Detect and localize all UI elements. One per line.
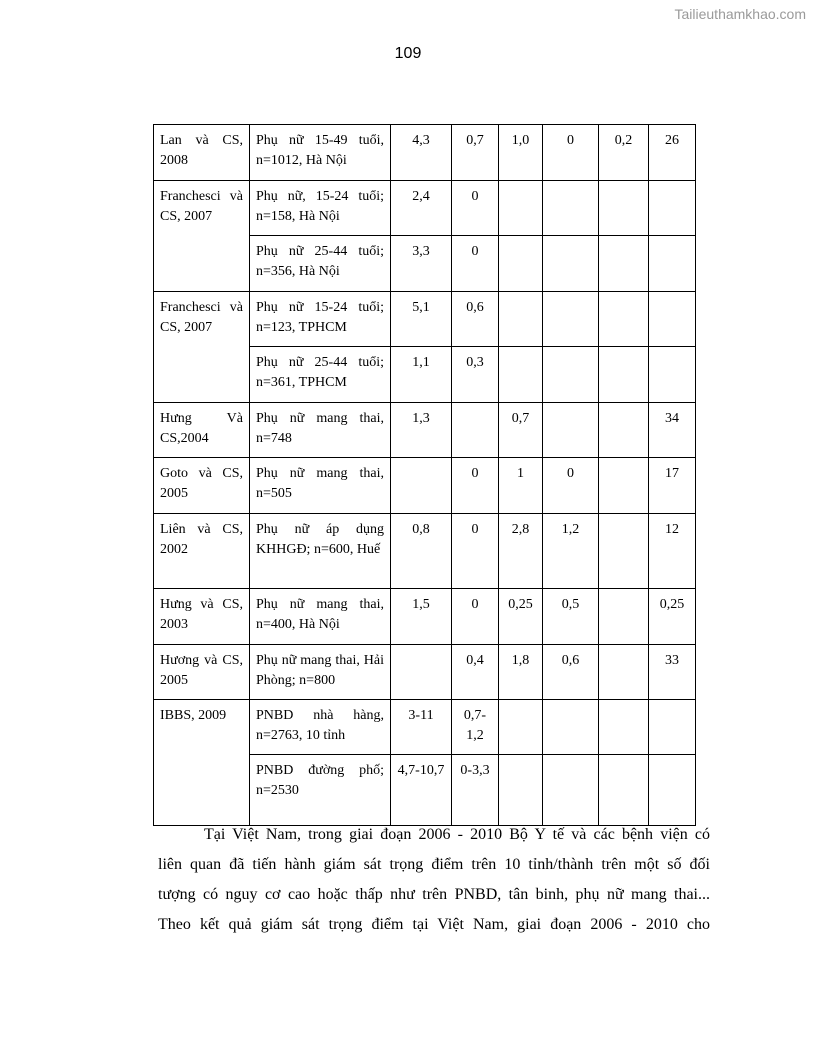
value-cell: 0,2 <box>599 125 649 181</box>
value-cell <box>543 292 599 347</box>
value-cell: 34 <box>649 403 696 458</box>
study-cell: IBBS, 2009 <box>154 700 250 755</box>
value-cell: 5,1 <box>391 292 452 347</box>
value-cell <box>649 755 696 826</box>
value-cell: 4,7-10,7 <box>391 755 452 826</box>
value-cell: 0,4 <box>452 645 499 700</box>
population-cell: Phụ nữ, 15-24 tuổi; n=158, Hà Nội <box>250 181 391 236</box>
value-cell: 0,5 <box>543 589 599 645</box>
value-cell: 1,3 <box>391 403 452 458</box>
value-cell <box>649 236 696 292</box>
value-cell: 0 <box>452 236 499 292</box>
population-cell: Phụ nữ mang thai, n=505 <box>250 458 391 514</box>
value-cell <box>543 181 599 236</box>
study-cell: Hương và CS, 2005 <box>154 645 250 700</box>
value-cell: 1 <box>499 458 543 514</box>
value-cell: 0,25 <box>499 589 543 645</box>
value-cell <box>499 292 543 347</box>
population-cell: Phụ nữ mang thai, n=400, Hà Nội <box>250 589 391 645</box>
value-cell <box>599 458 649 514</box>
value-cell <box>543 403 599 458</box>
value-cell <box>499 181 543 236</box>
value-cell: 1,1 <box>391 347 452 403</box>
data-table <box>153 124 696 826</box>
table-row <box>154 589 696 645</box>
paragraph-line: Theo kết quả giám sát trọng điểm tại Việt Nam, giai đoạn 2006 - 2010 cho <box>158 916 710 933</box>
value-cell <box>499 700 543 755</box>
study-cell <box>154 755 250 826</box>
paragraph-line: liên quan đã tiến hành giám sát trọng điểm trên 10 tỉnh/thành trên một số đối <box>158 856 710 873</box>
value-cell <box>649 700 696 755</box>
value-cell: 0,25 <box>649 589 696 645</box>
population-cell: PNBD đường phố; n=2530 <box>250 755 391 826</box>
population-cell: Phụ nữ mang thai, n=748 <box>250 403 391 458</box>
value-cell <box>452 403 499 458</box>
study-cell: Franchesci và CS, 2007 <box>154 181 250 236</box>
population-cell: Phụ nữ 25-44 tuổi; n=356, Hà Nội <box>250 236 391 292</box>
table-row <box>154 181 696 236</box>
value-cell: 3,3 <box>391 236 452 292</box>
value-cell: 0 <box>543 125 599 181</box>
value-cell: 0 <box>452 514 499 589</box>
value-cell: 2,4 <box>391 181 452 236</box>
table-row <box>154 514 696 589</box>
value-cell: 0 <box>452 589 499 645</box>
value-cell: 0,8 <box>391 514 452 589</box>
value-cell: 2,8 <box>499 514 543 589</box>
value-cell: 0,6 <box>543 645 599 700</box>
study-cell: Lan và CS, 2008 <box>154 125 250 181</box>
page-number: 109 <box>394 45 422 62</box>
population-cell: Phụ nữ áp dụng KHHGĐ; n=600, Huế <box>250 514 391 589</box>
paragraph-line: Tại Việt Nam, trong giai đoạn 2006 - 2010 Bộ Y tế và các bệnh viện có <box>204 826 710 843</box>
value-cell: 0,7-1,2 <box>452 700 499 755</box>
value-cell: 0,6 <box>452 292 499 347</box>
value-cell: 33 <box>649 645 696 700</box>
value-cell: 4,3 <box>391 125 452 181</box>
value-cell: 0 <box>452 458 499 514</box>
study-cell: Liên và CS, 2002 <box>154 514 250 589</box>
value-cell <box>649 181 696 236</box>
value-cell <box>599 236 649 292</box>
study-cell <box>154 347 250 403</box>
value-cell: 0-3,3 <box>452 755 499 826</box>
value-cell: 0 <box>452 181 499 236</box>
population-cell: Phụ nữ 15-49 tuổi, n=1012, Hà Nội <box>250 125 391 181</box>
study-cell: Hưng và CS, 2003 <box>154 589 250 645</box>
table-row <box>154 347 696 403</box>
value-cell: 3-11 <box>391 700 452 755</box>
study-cell: Franchesci và CS, 2007 <box>154 292 250 347</box>
value-cell <box>649 347 696 403</box>
population-cell: Phụ nữ 15-24 tuổi; n=123, TPHCM <box>250 292 391 347</box>
value-cell: 1,5 <box>391 589 452 645</box>
study-cell <box>154 236 250 292</box>
study-cell: Hưng Và CS,2004 <box>154 403 250 458</box>
value-cell <box>599 755 649 826</box>
value-cell: 0,3 <box>452 347 499 403</box>
value-cell <box>543 236 599 292</box>
value-cell <box>599 403 649 458</box>
value-cell <box>499 236 543 292</box>
value-cell: 0,7 <box>499 403 543 458</box>
value-cell <box>543 755 599 826</box>
value-cell: 0 <box>543 458 599 514</box>
value-cell <box>391 645 452 700</box>
value-cell <box>599 514 649 589</box>
value-cell: 0,7 <box>452 125 499 181</box>
value-cell <box>599 645 649 700</box>
body-paragraph <box>158 820 710 940</box>
value-cell: 1,0 <box>499 125 543 181</box>
population-cell: Phụ nữ mang thai, Hải Phòng; n=800 <box>250 645 391 700</box>
table-row <box>154 236 696 292</box>
value-cell: 12 <box>649 514 696 589</box>
value-cell <box>599 292 649 347</box>
value-cell <box>391 458 452 514</box>
value-cell <box>543 700 599 755</box>
table-row <box>154 125 696 181</box>
value-cell <box>599 589 649 645</box>
table-row <box>154 292 696 347</box>
table-row <box>154 755 696 826</box>
value-cell <box>543 347 599 403</box>
table-row <box>154 403 696 458</box>
watermark: Tailieuthamkhao.com <box>674 6 806 22</box>
population-cell: PNBD nhà hàng, n=2763, 10 tỉnh <box>250 700 391 755</box>
table-row <box>154 458 696 514</box>
value-cell <box>599 347 649 403</box>
study-cell: Goto và CS, 2005 <box>154 458 250 514</box>
value-cell: 1,2 <box>543 514 599 589</box>
value-cell: 17 <box>649 458 696 514</box>
value-cell <box>499 347 543 403</box>
table-row <box>154 700 696 755</box>
value-cell: 26 <box>649 125 696 181</box>
value-cell: 1,8 <box>499 645 543 700</box>
population-cell: Phụ nữ 25-44 tuổi; n=361, TPHCM <box>250 347 391 403</box>
value-cell <box>599 700 649 755</box>
value-cell <box>649 292 696 347</box>
value-cell <box>599 181 649 236</box>
value-cell <box>499 755 543 826</box>
table-row <box>154 645 696 700</box>
paragraph-line: tượng có nguy cơ cao hoặc thấp như trên PNBD, tân binh, phụ nữ mang thai... <box>158 886 710 903</box>
